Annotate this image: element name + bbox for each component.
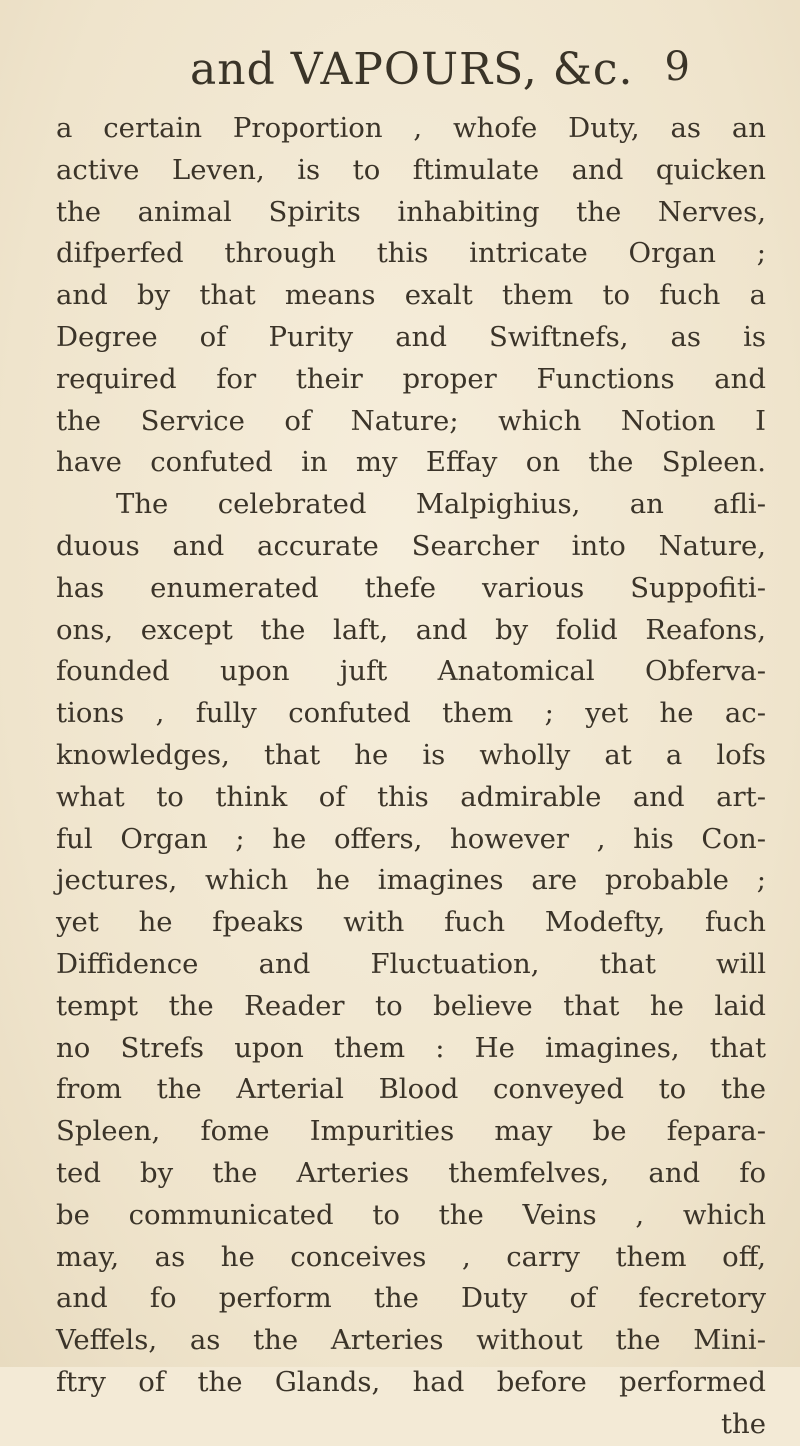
text-line: difperfed through this intricate Organ ;	[56, 237, 766, 270]
text-line: required for their proper Functions and	[56, 362, 766, 395]
text-line: jectures, which he imagines are probable ;	[56, 864, 766, 897]
text-line: from the Arterial Blood conveyed to the	[56, 1073, 766, 1106]
text-line: be communicated to the Veins , which	[56, 1198, 766, 1231]
text-line: tions , fully confuted them ; yet he ac-	[56, 697, 766, 730]
text-line-paragraph-start: The celebrated Malpighius, an afli-	[116, 488, 766, 521]
text-line: the animal Spirits inhabiting the Nerves,	[56, 195, 766, 228]
text-line: the Service of Nature; which Notion I	[56, 404, 766, 437]
text-line: Spleen, fome Impurities may be fepara-	[56, 1115, 766, 1148]
page-number: 9	[664, 44, 690, 90]
running-title: and VAPOURS, &c.	[190, 44, 634, 95]
text-line: no Strefs upon them : He imagines, that	[56, 1031, 766, 1064]
text-line: has enumerated thefe various Suppofiti-	[56, 571, 766, 604]
text-line: ful Organ ; he offers, however , his Con-	[56, 822, 766, 855]
text-line: Veffels, as the Arteries without the Mini-	[56, 1324, 766, 1357]
text-line: ted by the Arteries themfelves, and fo	[56, 1156, 766, 1189]
text-line: founded upon juft Anatomical Obferva-	[56, 655, 766, 688]
text-line: ons, except the laft, and by folid Reafons,	[56, 613, 766, 646]
text-line: knowledges, that he is wholly at a lofs	[56, 738, 766, 771]
text-line: what to think of this admirable and art-	[56, 780, 766, 813]
text-line: and by that means exalt them to fuch a	[56, 279, 766, 312]
text-line: Degree of Purity and Swiftnefs, as is	[56, 320, 766, 353]
text-line: have confuted in my Effay on the Spleen.	[56, 446, 766, 479]
body-text	[56, 108, 766, 1446]
text-line: duous and accurate Searcher into Nature,	[56, 529, 766, 562]
text-line: yet he fpeaks with fuch Modefty, fuch	[56, 906, 766, 939]
text-line: may, as he conceives , carry them off,	[56, 1240, 766, 1273]
text-line: Diffidence and Fluctuation, that will	[56, 947, 766, 980]
text-line: a certain Proportion , whofe Duty, as an	[56, 112, 766, 144]
text-line: active Leven, is to ftimulate and quicken	[56, 153, 766, 186]
page-header	[170, 44, 690, 104]
text-line: tempt the Reader to believe that he laid	[56, 989, 766, 1022]
text-line: ftry of the Glands, had before performed	[56, 1365, 766, 1398]
catchword: the	[720, 1407, 766, 1440]
text-line: and fo perform the Duty of fecretory	[56, 1282, 766, 1315]
